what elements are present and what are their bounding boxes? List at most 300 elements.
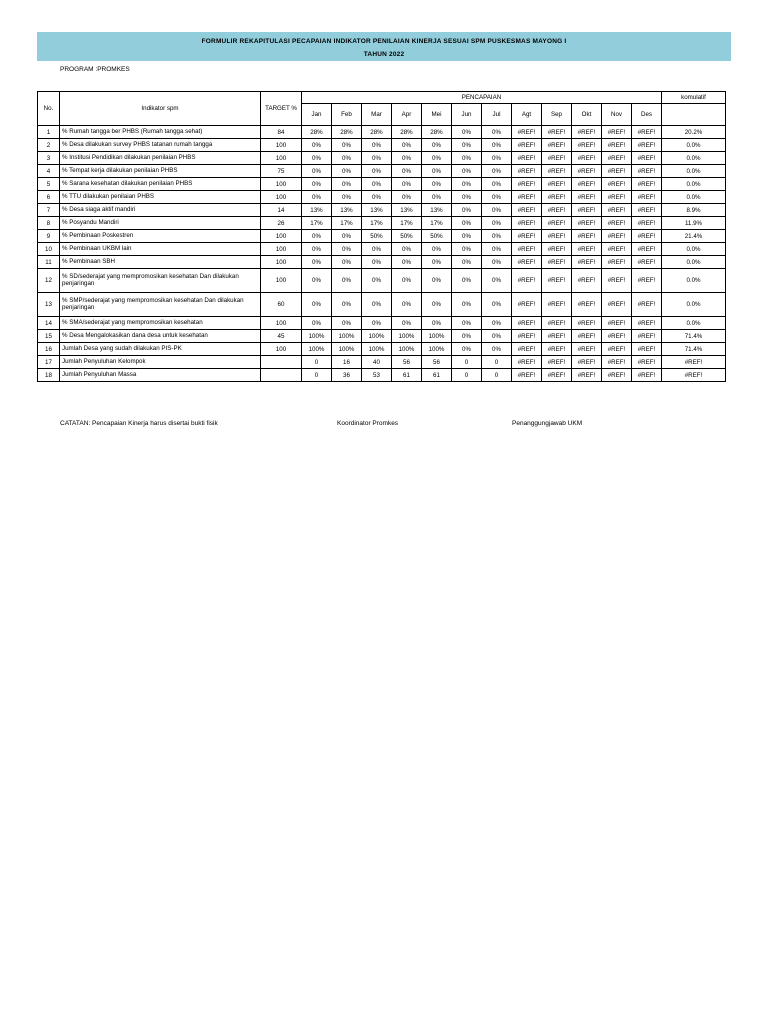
row-month-value: 28% [332,126,362,139]
table-row [38,178,726,191]
table-row [38,230,726,243]
row-month-value: 17% [422,217,452,230]
row-cumulative: 0.0% [662,152,726,165]
row-month-value: #REF! [512,191,542,204]
row-month-value: 0% [332,152,362,165]
row-month-value: 0% [482,204,512,217]
row-number: 18 [38,369,60,382]
row-month-value: 0% [482,343,512,356]
row-month-value: #REF! [632,369,662,382]
row-target: 14 [261,204,302,217]
row-number: 5 [38,178,60,191]
row-indicator: % Desa dilakukan survey PHBS tatanan rumah tangga [60,139,261,152]
row-number: 16 [38,343,60,356]
row-month-value: 0% [422,165,452,178]
row-month-value: #REF! [632,243,662,256]
row-month-value: 100% [302,330,332,343]
table-row [38,293,726,317]
row-month-value: #REF! [512,256,542,269]
row-month-value: 16 [332,356,362,369]
row-month-value: #REF! [542,230,572,243]
row-month-value: 50% [422,230,452,243]
row-month-value: 0% [302,230,332,243]
header-month: Nov [602,104,632,126]
row-month-value: 28% [362,126,392,139]
row-month-value: #REF! [512,139,542,152]
row-cumulative: 71.4% [662,343,726,356]
row-month-value: 0% [392,139,422,152]
row-month-value: 17% [362,217,392,230]
row-month-value: #REF! [542,356,572,369]
row-month-value: 0% [392,243,422,256]
row-target: 45 [261,330,302,343]
row-month-value: 0% [362,269,392,293]
header-month: Mei [422,104,452,126]
row-month-value: #REF! [572,369,602,382]
row-cumulative: 21.4% [662,230,726,243]
row-month-value: 0% [392,256,422,269]
row-month-value: #REF! [602,126,632,139]
table-row [38,256,726,269]
row-month-value: 0% [332,230,362,243]
header-achievement: PENCAPAIAN [302,92,662,104]
row-month-value: 0% [452,152,482,165]
row-month-value: #REF! [542,256,572,269]
header-month: Apr [392,104,422,126]
row-month-value: #REF! [602,204,632,217]
row-target: 100 [261,256,302,269]
table-row [38,165,726,178]
row-month-value: #REF! [542,217,572,230]
table-row [38,204,726,217]
row-month-value: #REF! [602,230,632,243]
row-month-value: #REF! [572,330,602,343]
row-indicator: % Institusi Pendidikan dilakukan penilaian PHBS [60,152,261,165]
row-cumulative: 0.0% [662,178,726,191]
row-month-value: 0% [332,317,362,330]
row-month-value: 0 [302,356,332,369]
row-month-value: #REF! [602,356,632,369]
row-month-value: #REF! [602,165,632,178]
row-indicator: Jumlah Penyuluhan Massa [60,369,261,382]
row-month-value: 0% [452,317,482,330]
responsible-label: Penanggungjawab UKM [512,420,583,427]
row-month-value: 0% [422,191,452,204]
row-target: 60 [261,293,302,317]
row-month-value: #REF! [542,152,572,165]
row-month-value: #REF! [602,217,632,230]
row-number: 6 [38,191,60,204]
row-month-value: #REF! [632,356,662,369]
row-month-value: #REF! [542,139,572,152]
row-target: 75 [261,165,302,178]
row-month-value: #REF! [602,243,632,256]
row-month-value: 0% [422,139,452,152]
row-month-value: #REF! [632,178,662,191]
row-month-value: 0% [392,293,422,317]
header-indicator: Indikator spm [60,92,261,126]
row-month-value: 0% [482,165,512,178]
row-month-value: 0% [482,256,512,269]
row-month-value: 0% [302,317,332,330]
row-month-value: #REF! [632,317,662,330]
row-target [261,356,302,369]
row-target: 100 [261,152,302,165]
row-month-value: #REF! [602,178,632,191]
row-month-value: 0% [452,256,482,269]
header-month: Feb [332,104,362,126]
table-row [38,152,726,165]
row-month-value: 56 [392,356,422,369]
row-month-value: 0% [422,152,452,165]
row-month-value: 0% [392,317,422,330]
row-month-value: #REF! [542,293,572,317]
row-number: 3 [38,152,60,165]
row-month-value: 61 [422,369,452,382]
row-month-value: 100% [362,343,392,356]
table-row [38,317,726,330]
header-month: Okt [572,104,602,126]
row-month-value: #REF! [512,204,542,217]
row-month-value: #REF! [542,243,572,256]
row-month-value: 100% [362,330,392,343]
row-month-value: 13% [302,204,332,217]
row-month-value: 0% [362,152,392,165]
row-cumulative: 0.0% [662,317,726,330]
row-month-value: #REF! [512,230,542,243]
row-indicator: % Pembinaan UKBM lain [60,243,261,256]
row-month-value: 0% [452,269,482,293]
row-target: 84 [261,126,302,139]
row-month-value: #REF! [542,343,572,356]
row-indicator: % SMP/sederajat yang mempromosikan kesehatan Dan dilakukan penjaringan [60,293,261,317]
row-month-value: #REF! [512,217,542,230]
row-month-value: #REF! [572,178,602,191]
row-month-value: 0% [482,139,512,152]
row-month-value: 0 [482,356,512,369]
row-cumulative: 8.9% [662,204,726,217]
row-month-value: 0% [452,293,482,317]
row-cumulative: #REF! [662,356,726,369]
row-month-value: 0% [482,217,512,230]
row-month-value: 0% [362,191,392,204]
coordinator-label: Koordinator Promkes [337,420,399,427]
row-month-value: #REF! [632,152,662,165]
row-month-value: 0% [422,269,452,293]
row-month-value: #REF! [602,191,632,204]
row-month-value: 0% [332,256,362,269]
row-month-value: 0% [332,293,362,317]
row-month-value: 53 [362,369,392,382]
header-month: Mar [362,104,392,126]
row-month-value: 0% [452,191,482,204]
row-number: 7 [38,204,60,217]
row-month-value: #REF! [602,330,632,343]
row-month-value: #REF! [632,256,662,269]
row-month-value: 0% [482,152,512,165]
row-month-value: 0% [422,317,452,330]
row-month-value: 0% [452,343,482,356]
report-title-banner [37,32,731,61]
row-month-value: #REF! [632,343,662,356]
row-month-value: 0 [452,356,482,369]
row-target [261,369,302,382]
row-cumulative: 0.0% [662,256,726,269]
row-month-value: #REF! [572,293,602,317]
row-month-value: 56 [422,356,452,369]
row-month-value: #REF! [512,243,542,256]
row-month-value: 13% [422,204,452,217]
row-month-value: 0% [332,269,362,293]
row-month-value: 0% [302,139,332,152]
row-month-value: 0% [482,178,512,191]
row-month-value: 13% [392,204,422,217]
row-month-value: #REF! [632,217,662,230]
row-month-value: 0 [452,369,482,382]
row-month-value: #REF! [572,191,602,204]
row-month-value: 50% [362,230,392,243]
row-month-value: 0% [392,191,422,204]
row-cumulative: 11.9% [662,217,726,230]
row-month-value: 13% [332,204,362,217]
row-month-value: 28% [422,126,452,139]
row-month-value: #REF! [542,178,572,191]
row-cumulative: 20.2% [662,126,726,139]
row-month-value: #REF! [632,191,662,204]
row-month-value: 100% [422,330,452,343]
row-month-value: #REF! [542,269,572,293]
row-month-value: #REF! [572,165,602,178]
row-number: 17 [38,356,60,369]
row-month-value: 0% [452,126,482,139]
row-cumulative: #REF! [662,369,726,382]
row-month-value: 0% [422,243,452,256]
row-month-value: 61 [392,369,422,382]
table-row [38,356,726,369]
row-month-value: 17% [392,217,422,230]
header-month: Jul [482,104,512,126]
header-cumulative-blank [662,104,726,126]
row-month-value: #REF! [572,343,602,356]
row-month-value: 0% [332,178,362,191]
report-year: TAHUN 2022 [363,51,405,58]
row-month-value: #REF! [512,269,542,293]
row-month-value: #REF! [602,317,632,330]
row-number: 12 [38,269,60,293]
row-target: 100 [261,230,302,243]
row-indicator: Jumlah Penyuluhan Kelompok [60,356,261,369]
table-row [38,126,726,139]
row-month-value: #REF! [512,330,542,343]
row-month-value: #REF! [572,217,602,230]
table-row [38,369,726,382]
row-indicator: % Desa Mengalokasikan dana desa untuk kesehatan [60,330,261,343]
row-month-value: 0% [422,256,452,269]
row-month-value: #REF! [512,152,542,165]
row-month-value: #REF! [632,204,662,217]
row-month-value: #REF! [542,317,572,330]
row-cumulative: 0.0% [662,165,726,178]
row-month-value: 0% [482,330,512,343]
row-month-value: 0% [392,165,422,178]
row-month-value: 0% [362,139,392,152]
row-month-value: #REF! [602,152,632,165]
row-month-value: 0% [482,126,512,139]
row-month-value: 40 [362,356,392,369]
row-indicator: % Desa siaga aktif mandiri [60,204,261,217]
row-month-value: #REF! [542,204,572,217]
row-month-value: 0% [482,293,512,317]
row-month-value: #REF! [512,356,542,369]
row-month-value: 0% [452,330,482,343]
row-month-value: #REF! [572,204,602,217]
row-month-value: #REF! [512,165,542,178]
row-month-value: 0% [302,293,332,317]
program-label: PROGRAM :PROMKES [60,66,130,73]
row-indicator: % TTU dilakukan penilaian PHBS [60,191,261,204]
row-indicator: % Pembinaan Poskestren [60,230,261,243]
row-month-value: #REF! [602,139,632,152]
row-month-value: 0% [332,165,362,178]
row-month-value: #REF! [632,293,662,317]
row-month-value: 28% [302,126,332,139]
row-target: 100 [261,317,302,330]
row-month-value: 50% [392,230,422,243]
row-month-value: 0% [452,217,482,230]
row-month-value: #REF! [602,343,632,356]
table-row [38,343,726,356]
row-month-value: 0% [362,165,392,178]
row-month-value: #REF! [632,330,662,343]
row-target: 100 [261,343,302,356]
row-target: 100 [261,178,302,191]
row-indicator: % SD/sederajat yang mempromosikan kesehatan Dan dilakukan penjaringan [60,269,261,293]
row-month-value: 13% [362,204,392,217]
row-month-value: 0% [332,139,362,152]
row-month-value: 36 [332,369,362,382]
row-month-value: 100% [332,343,362,356]
row-month-value: #REF! [512,293,542,317]
row-month-value: 0% [302,165,332,178]
row-cumulative: 71.4% [662,330,726,343]
row-month-value: 0% [302,178,332,191]
row-number: 11 [38,256,60,269]
row-month-value: 0% [302,243,332,256]
row-month-value: #REF! [512,126,542,139]
header-cumulative: komulatif [662,92,726,104]
row-month-value: 0% [422,293,452,317]
row-month-value: #REF! [542,191,572,204]
row-month-value: #REF! [512,317,542,330]
row-number: 13 [38,293,60,317]
row-month-value: #REF! [512,369,542,382]
row-indicator: % Pembinaan SBH [60,256,261,269]
row-month-value: #REF! [572,256,602,269]
row-month-value: 0% [422,178,452,191]
row-month-value: #REF! [572,356,602,369]
row-month-value: 0% [302,256,332,269]
row-indicator: % SMA/sederajat yang mempromosikan kesehatan [60,317,261,330]
row-month-value: 0 [302,369,332,382]
row-month-value: #REF! [542,165,572,178]
row-month-value: #REF! [572,126,602,139]
header-month: Agt [512,104,542,126]
row-month-value: #REF! [572,317,602,330]
row-month-value: 0% [362,178,392,191]
row-month-value: #REF! [572,269,602,293]
row-cumulative: 0.0% [662,139,726,152]
row-month-value: 0% [392,152,422,165]
row-number: 4 [38,165,60,178]
row-month-value: #REF! [572,152,602,165]
row-month-value: 0% [452,243,482,256]
row-month-value: 0 [482,369,512,382]
table-row [38,243,726,256]
row-target: 100 [261,269,302,293]
row-target: 100 [261,139,302,152]
table-row [38,330,726,343]
row-number: 15 [38,330,60,343]
table-row [38,217,726,230]
row-month-value: 0% [392,269,422,293]
row-month-value: #REF! [632,139,662,152]
row-month-value: 0% [302,269,332,293]
row-indicator: % Posyandu Mandiri [60,217,261,230]
row-month-value: 0% [452,204,482,217]
row-month-value: 100% [392,343,422,356]
row-month-value: #REF! [542,126,572,139]
row-number: 8 [38,217,60,230]
row-target: 100 [261,243,302,256]
row-number: 1 [38,126,60,139]
row-number: 9 [38,230,60,243]
row-month-value: 28% [392,126,422,139]
header-target: TARGET % [261,92,302,126]
row-month-value: 0% [332,243,362,256]
table-row [38,139,726,152]
row-month-value: 0% [452,178,482,191]
row-month-value: 0% [482,317,512,330]
row-month-value: #REF! [572,230,602,243]
row-month-value: 0% [482,230,512,243]
row-month-value: 0% [302,191,332,204]
row-month-value: #REF! [602,293,632,317]
row-cumulative: 0.0% [662,293,726,317]
table-row [38,191,726,204]
row-month-value: 17% [332,217,362,230]
row-month-value: 0% [452,230,482,243]
row-number: 10 [38,243,60,256]
header-month: Des [632,104,662,126]
row-month-value: #REF! [572,139,602,152]
row-month-value: 0% [362,256,392,269]
row-month-value: 100% [302,343,332,356]
row-month-value: #REF! [572,243,602,256]
row-month-value: #REF! [602,269,632,293]
row-month-value: #REF! [542,369,572,382]
row-number: 2 [38,139,60,152]
row-month-value: 0% [362,293,392,317]
row-month-value: 0% [302,152,332,165]
row-cumulative: 0.0% [662,191,726,204]
row-target: 100 [261,191,302,204]
note-text: CATATAN: Pencapaian Kinerja harus disertai bukti fisik [60,420,218,427]
row-month-value: #REF! [512,343,542,356]
row-month-value: 0% [362,317,392,330]
row-indicator: % Sarana kesehatan dilakukan penilaian PHBS [60,178,261,191]
row-number: 14 [38,317,60,330]
report-title: FORMULIR REKAPITULASI PECAPAIAN INDIKATOR PENILAIAN KINERJA SESUAI SPM PUSKESMAS MAYONG I [201,38,567,45]
